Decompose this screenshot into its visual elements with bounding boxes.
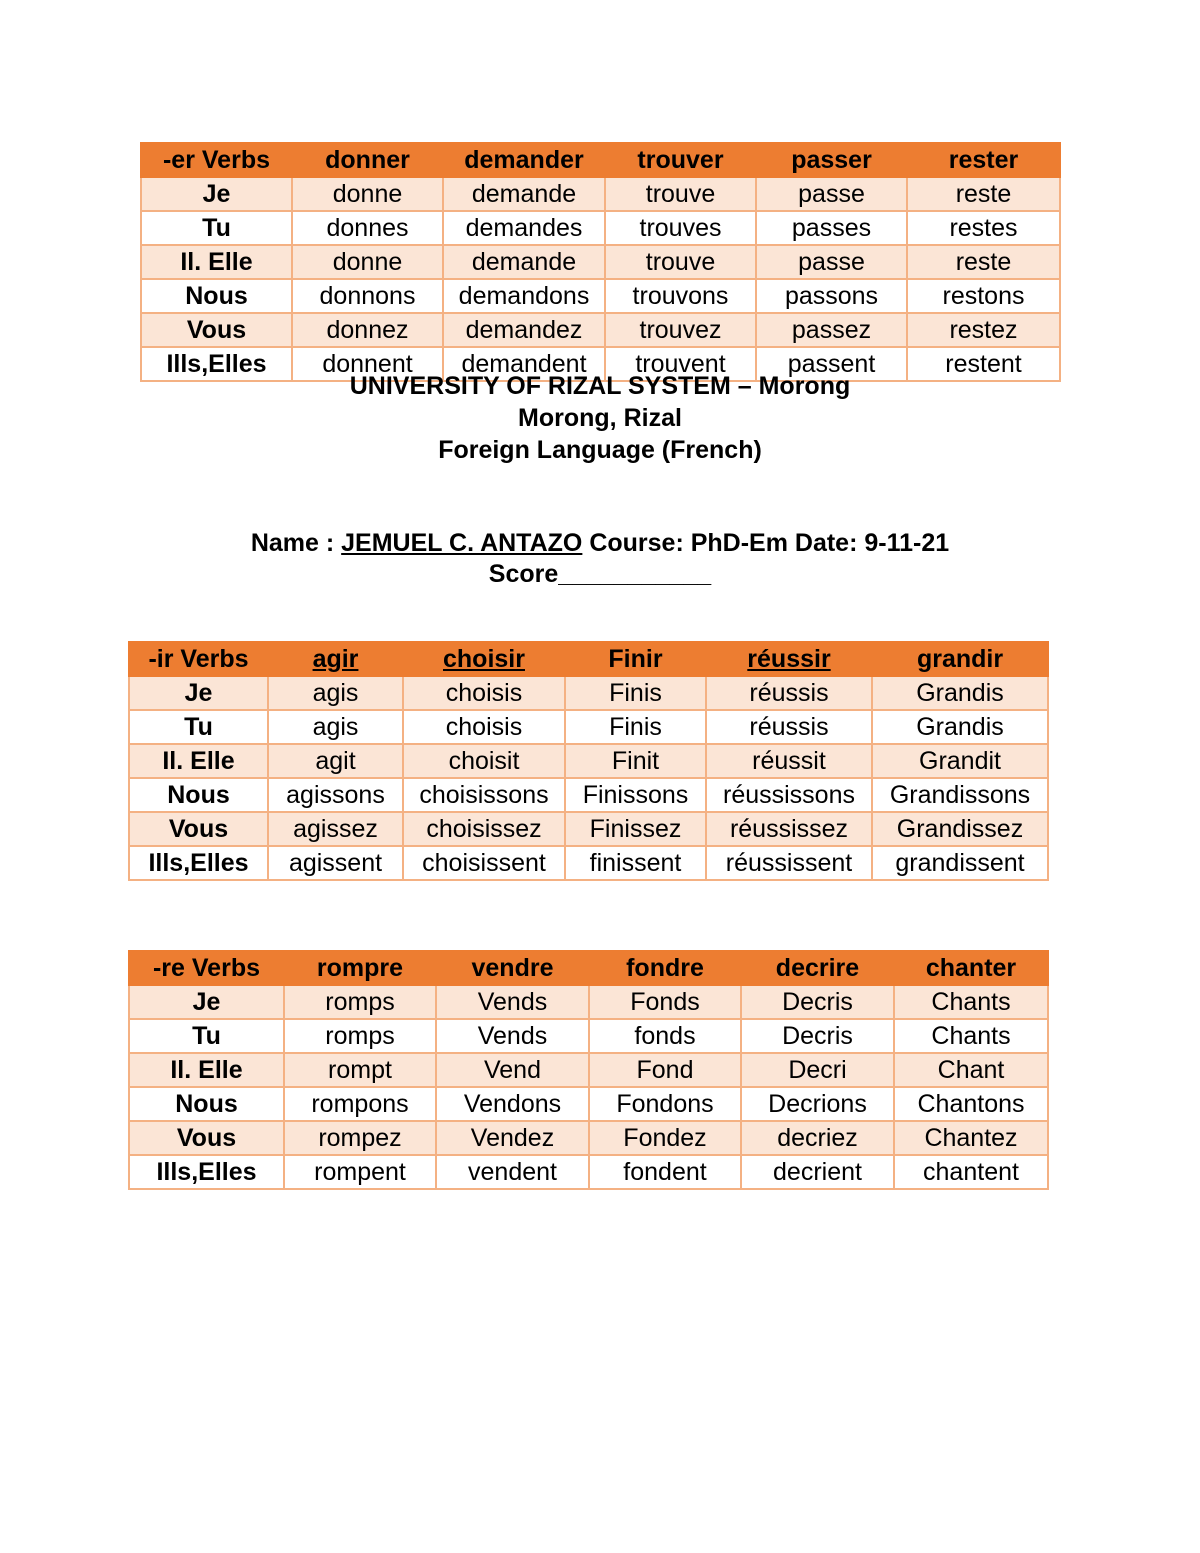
header-cell: donner (292, 143, 443, 177)
pronoun-cell: Ills,Elles (129, 1155, 284, 1189)
conjugation-cell: demandent (443, 347, 605, 381)
conjugation-cell: Grandissez (872, 812, 1048, 846)
conjugation-cell: réussissons (706, 778, 872, 812)
conjugation-cell: Vendez (436, 1121, 589, 1155)
ir-verbs-table (128, 641, 1049, 881)
conjugation-cell: Grandit (872, 744, 1048, 778)
header-cell: rester (907, 143, 1060, 177)
pronoun-cell: Vous (129, 812, 268, 846)
conjugation-cell: restes (907, 211, 1060, 245)
pronoun-cell: Il. Elle (129, 1053, 284, 1087)
conjugation-cell: restez (907, 313, 1060, 347)
conjugation-cell: demande (443, 245, 605, 279)
conjugation-cell: Finissez (565, 812, 706, 846)
pronoun-cell: Ills,Elles (129, 846, 268, 880)
conjugation-cell: demandes (443, 211, 605, 245)
conjugation-cell: Grandissons (872, 778, 1048, 812)
header-cell: chanter (894, 951, 1048, 985)
conjugation-cell: decrient (741, 1155, 894, 1189)
pronoun-cell: Vous (129, 1121, 284, 1155)
conjugation-cell: rompt (284, 1053, 436, 1087)
conjugation-cell: donnons (292, 279, 443, 313)
conjugation-cell: réussissez (706, 812, 872, 846)
course-date: Course: PhD-Em Date: 9-11-21 (582, 529, 950, 557)
conjugation-cell: Chants (894, 985, 1048, 1019)
conjugation-cell: Finit (565, 744, 706, 778)
score-label: Score (488, 560, 559, 588)
header-cell: -ir Verbs (129, 642, 268, 676)
header-cell: Finir (565, 642, 706, 676)
conjugation-cell: Decris (741, 985, 894, 1019)
conjugation-cell: réussissent (706, 846, 872, 880)
conjugation-cell: Fondons (589, 1087, 741, 1121)
conjugation-cell: Fonds (589, 985, 741, 1019)
table-row (129, 985, 1048, 1019)
table-row (141, 211, 1060, 245)
pronoun-cell: Vous (141, 313, 292, 347)
conjugation-cell: réussis (706, 710, 872, 744)
pronoun-cell: Tu (141, 211, 292, 245)
table-row (141, 245, 1060, 279)
conjugation-cell: restent (907, 347, 1060, 381)
conjugation-cell: réussit (706, 744, 872, 778)
conjugation-cell: agissez (268, 812, 403, 846)
conjugation-cell: donnes (292, 211, 443, 245)
table-header-row (141, 143, 1060, 177)
conjugation-cell: Grandis (872, 710, 1048, 744)
table-row (129, 778, 1048, 812)
conjugation-cell: passons (756, 279, 907, 313)
re-verbs-table (128, 950, 1049, 1190)
pronoun-cell: Ills,Elles (141, 347, 292, 381)
conjugation-cell: passent (756, 347, 907, 381)
conjugation-cell: finissent (565, 846, 706, 880)
conjugation-cell: donne (292, 245, 443, 279)
conjugation-cell: romps (284, 985, 436, 1019)
conjugation-cell: fonds (589, 1019, 741, 1053)
conjugation-cell: grandissent (872, 846, 1048, 880)
conjugation-cell: Decri (741, 1053, 894, 1087)
conjugation-cell: choisissez (403, 812, 565, 846)
conjugation-cell: donne (292, 177, 443, 211)
conjugation-cell: fondent (589, 1155, 741, 1189)
conjugation-cell: Chants (894, 1019, 1048, 1053)
header-cell: -re Verbs (129, 951, 284, 985)
header-cell: rompre (284, 951, 436, 985)
conjugation-cell: Vends (436, 985, 589, 1019)
table-row (129, 1053, 1048, 1087)
conjugation-cell: choisis (403, 676, 565, 710)
conjugation-cell: Vendons (436, 1087, 589, 1121)
table-row (141, 279, 1060, 313)
pronoun-cell: Je (129, 676, 268, 710)
conjugation-cell: agissons (268, 778, 403, 812)
conjugation-cell: réussis (706, 676, 872, 710)
header-cell: vendre (436, 951, 589, 985)
conjugation-cell: Vend (436, 1053, 589, 1087)
conjugation-cell: choisit (403, 744, 565, 778)
header-cell: réussir (706, 642, 872, 676)
conjugation-cell: Decris (741, 1019, 894, 1053)
student-line (0, 528, 1200, 559)
table-row (129, 744, 1048, 778)
table-row (141, 313, 1060, 347)
header-cell: trouver (605, 143, 756, 177)
conjugation-cell: Fondez (589, 1121, 741, 1155)
pronoun-cell: Nous (129, 778, 268, 812)
header-cell: agir (268, 642, 403, 676)
conjugation-cell: trouves (605, 211, 756, 245)
pronoun-cell: Je (141, 177, 292, 211)
header-cell: decrire (741, 951, 894, 985)
table-row (129, 676, 1048, 710)
university-title: UNIVERSITY OF RIZAL SYSTEM – Morong (349, 372, 851, 400)
pronoun-cell: Il. Elle (141, 245, 292, 279)
conjugation-cell: rompez (284, 1121, 436, 1155)
table-row (129, 1087, 1048, 1121)
pronoun-cell: Nous (141, 279, 292, 313)
er-verbs-table (140, 142, 1061, 382)
conjugation-cell: chantent (894, 1155, 1048, 1189)
conjugation-cell: Fond (589, 1053, 741, 1087)
conjugation-cell: donnent (292, 347, 443, 381)
table-row (129, 812, 1048, 846)
score-blank: ___________ (558, 560, 712, 588)
document-heading (0, 370, 1200, 466)
header-cell: -er Verbs (141, 143, 292, 177)
conjugation-cell: Chantons (894, 1087, 1048, 1121)
table-row (129, 1019, 1048, 1053)
conjugation-cell: passe (756, 177, 907, 211)
conjugation-cell: rompent (284, 1155, 436, 1189)
conjugation-cell: reste (907, 177, 1060, 211)
table-row (129, 846, 1048, 880)
conjugation-cell: passes (756, 211, 907, 245)
header-cell: demander (443, 143, 605, 177)
conjugation-cell: Grandis (872, 676, 1048, 710)
score-line (0, 559, 1200, 590)
pronoun-cell: Nous (129, 1087, 284, 1121)
pronoun-cell: Tu (129, 1019, 284, 1053)
conjugation-cell: Vends (436, 1019, 589, 1053)
subject-title: Foreign Language (French) (438, 436, 762, 464)
conjugation-cell: agis (268, 710, 403, 744)
header-cell: choisir (403, 642, 565, 676)
conjugation-cell: passez (756, 313, 907, 347)
conjugation-cell: choisis (403, 710, 565, 744)
table-row (129, 1155, 1048, 1189)
header-cell: passer (756, 143, 907, 177)
conjugation-cell: Finissons (565, 778, 706, 812)
header-cell: fondre (589, 951, 741, 985)
conjugation-cell: agit (268, 744, 403, 778)
table-header-row (129, 642, 1048, 676)
conjugation-cell: Chantez (894, 1121, 1048, 1155)
table-row (141, 177, 1060, 211)
header-cell: grandir (872, 642, 1048, 676)
conjugation-cell: Decrions (741, 1087, 894, 1121)
university-location: Morong, Rizal (518, 404, 682, 432)
conjugation-cell: trouve (605, 245, 756, 279)
conjugation-cell: demande (443, 177, 605, 211)
conjugation-cell: trouvons (605, 279, 756, 313)
conjugation-cell: Finis (565, 676, 706, 710)
table-header-row (129, 951, 1048, 985)
conjugation-cell: demandons (443, 279, 605, 313)
conjugation-cell: reste (907, 245, 1060, 279)
conjugation-cell: rompons (284, 1087, 436, 1121)
conjugation-cell: agis (268, 676, 403, 710)
conjugation-cell: romps (284, 1019, 436, 1053)
conjugation-cell: choisissent (403, 846, 565, 880)
conjugation-cell: vendent (436, 1155, 589, 1189)
conjugation-cell: decriez (741, 1121, 894, 1155)
pronoun-cell: Il. Elle (129, 744, 268, 778)
pronoun-cell: Tu (129, 710, 268, 744)
conjugation-cell: Chant (894, 1053, 1048, 1087)
conjugation-cell: trouve (605, 177, 756, 211)
table-row (129, 1121, 1048, 1155)
student-info (0, 528, 1200, 590)
table-row (129, 710, 1048, 744)
conjugation-cell: Finis (565, 710, 706, 744)
name-label: Name : (250, 529, 342, 557)
conjugation-cell: choisissons (403, 778, 565, 812)
conjugation-cell: donnez (292, 313, 443, 347)
pronoun-cell: Je (129, 985, 284, 1019)
conjugation-cell: trouvent (605, 347, 756, 381)
conjugation-cell: restons (907, 279, 1060, 313)
student-name: JEMUEL C. ANTAZO (341, 529, 583, 557)
conjugation-cell: passe (756, 245, 907, 279)
conjugation-cell: trouvez (605, 313, 756, 347)
conjugation-cell: demandez (443, 313, 605, 347)
conjugation-cell: agissent (268, 846, 403, 880)
